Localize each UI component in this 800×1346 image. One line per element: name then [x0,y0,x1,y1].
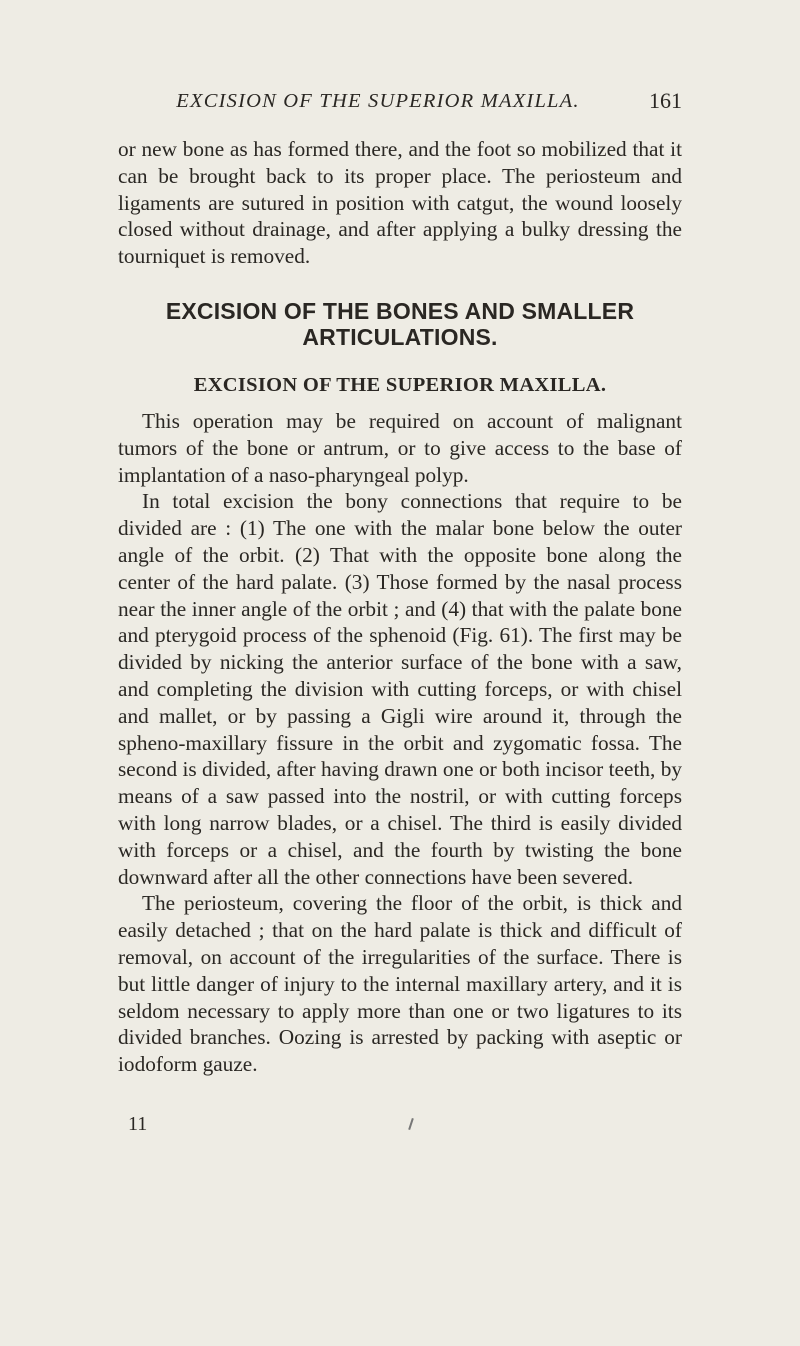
paragraph-intro: This operation may be required on account of malignant tumors of the bone or antrum, or to give access to the base of implantation of a naso-pharyngeal polyp. [118,408,682,487]
paragraph-periosteum: The periosteum, covering the floor of the orbit, is thick and easily detached ; that on the hard palate is thick and difficult of removal, on account of the irregularities of the surface. There is but little danger of injury to the internal maxillary artery, and it is seldom necessary to apply more than one or two ligatures to its divided branches. Oozing is arrested by packing with aseptic or iodoform gauze. [118,891,682,1077]
page-number: 161 [649,88,682,113]
running-head [118,86,682,116]
section-heading-line-2: ARTICULATIONS. [302,323,498,350]
running-title: EXCISION OF THE SUPERIOR MAXILLA. [176,90,580,112]
ink-mark [408,1118,414,1130]
subsection-heading: EXCISION OF THE SUPERIOR MAXILLA. [193,373,607,396]
continuation-paragraph: or new bone as has formed there, and the foot so mobilized that it can be brought back to its proper place. The periosteum and ligaments are sutured in position with catgut, the wound loosely closed without drainage, and after applying a bulky dressing the tourniquet is removed. [118,137,682,269]
body-text [118,136,682,1078]
section-heading-line-1: EXCISION OF THE BONES AND SMALLER [165,297,635,324]
signature-mark: 11 [128,1113,148,1135]
section-heading [118,298,682,350]
paragraph-connections: In total excision the bony connections that require to be divided are : (1) The one with the malar bone below the outer angle of the orbit. (2) That with the opposite bone along the center of the hard palate. (3) Those formed by the nasal process near the inner angle of the orbit ; and (4) that with the palate bone and pterygoid process of the sphenoid (Fig. 61). The first may be divided by nicking the anterior surface of the bone with a saw, and completing the division with cutting forceps, or with chisel and mallet, or by passing a Gigli wire around it, through the spheno-maxillary fissure in the orbit and zygomatic fossa. The second is divided, after having drawn one or both incisor teeth, by means of a saw passed into the nostril, or with cutting forceps with long narrow blades, or a chisel. The third is easily divided with forceps or a chisel, and the fourth by twisting the bone downward after all the other connections have been severed. [118,489,682,889]
